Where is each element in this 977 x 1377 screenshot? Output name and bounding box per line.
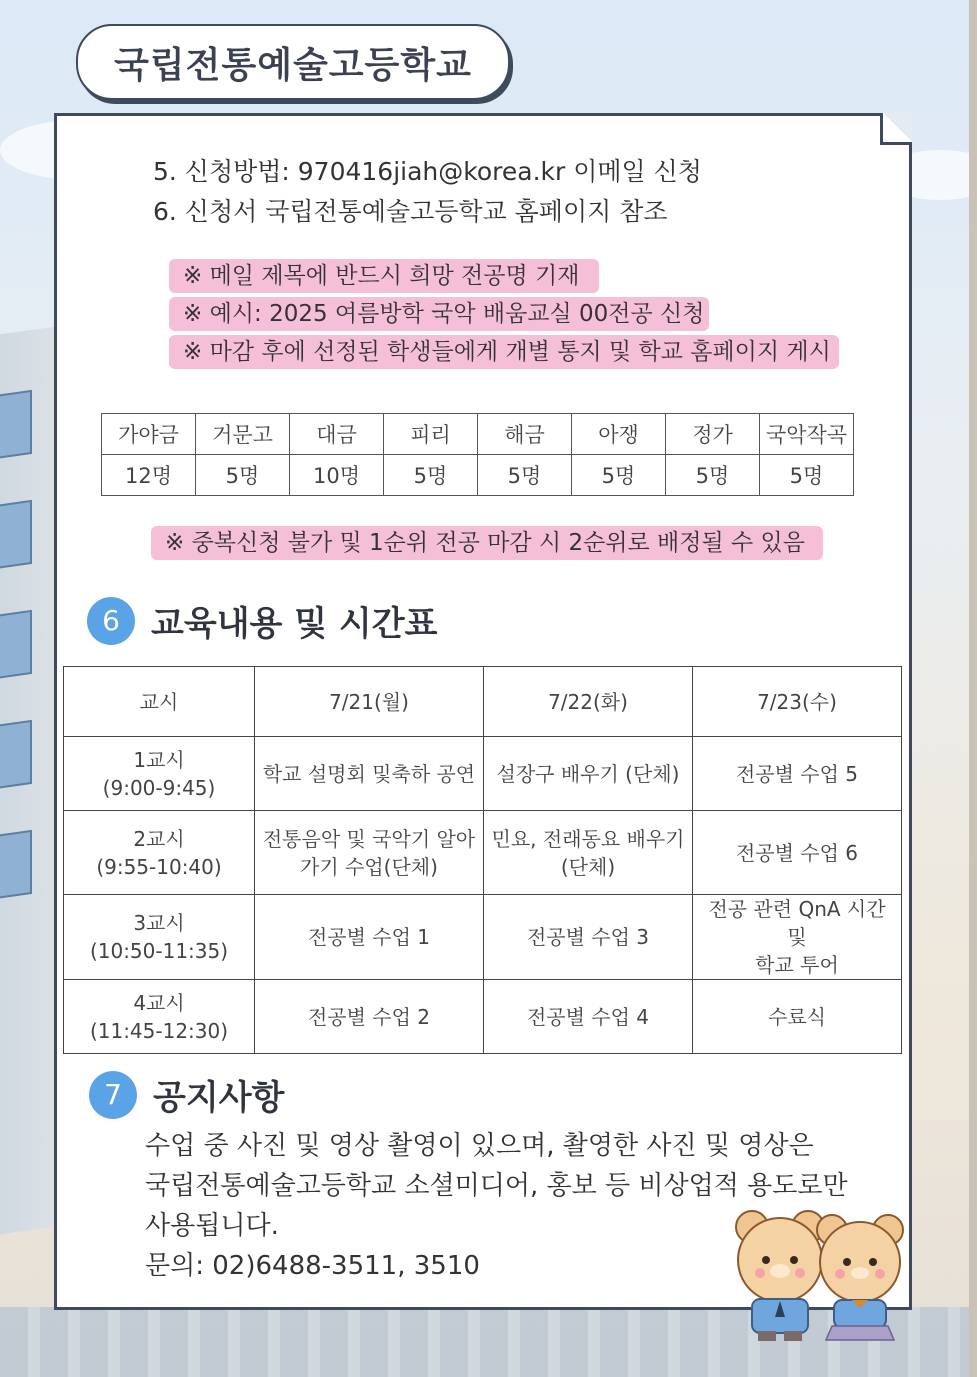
note-highlight: ※ 마감 후에 선정된 학생들에게 개별 통지 및 학교 홈페이지 게시 bbox=[169, 335, 839, 369]
period-cell: 2교시 (9:55-10:40) bbox=[64, 811, 255, 895]
quota-major: 대금 bbox=[290, 414, 384, 455]
notice-line: 사용됩니다. bbox=[145, 1211, 279, 1241]
contact-info: 문의: 02)6488-3511, 3510 bbox=[145, 1251, 480, 1281]
schedule-cell: 학교 설명회 및축하 공연 bbox=[255, 737, 484, 811]
note-highlight: ※ 예시: 2025 여름방학 국악 배움교실 00전공 신청 bbox=[169, 297, 709, 331]
quota-major-row bbox=[102, 414, 854, 455]
schedule-cell: 수료식 bbox=[693, 980, 902, 1054]
quota-count: 5명 bbox=[478, 455, 572, 496]
duplicate-note: ※ 중복신청 불가 및 1순위 전공 마감 시 2순위로 배정될 수 있음 bbox=[151, 526, 823, 560]
quota-table bbox=[101, 413, 854, 496]
quota-count: 5명 bbox=[196, 455, 290, 496]
section-title: 공지사항 bbox=[153, 1078, 285, 1118]
quota-major: 피리 bbox=[384, 414, 478, 455]
schedule-cell: 전공별 수업 4 bbox=[484, 980, 693, 1054]
info-card bbox=[54, 113, 912, 1310]
note-highlight: ※ 메일 제목에 반드시 희망 전공명 기재 bbox=[169, 259, 599, 293]
schedule-cell: 전공별 수업 3 bbox=[484, 895, 693, 980]
schedule-row bbox=[64, 811, 902, 895]
period-cell: 3교시 (10:50-11:35) bbox=[64, 895, 255, 980]
quota-count: 5명 bbox=[666, 455, 760, 496]
quota-major: 국악작곡 bbox=[760, 414, 854, 455]
schedule-cell: 전통음악 및 국악기 알아 가기 수업(단체) bbox=[255, 811, 484, 895]
schedule-cell: 전공별 수업 1 bbox=[255, 895, 484, 980]
schedule-row bbox=[64, 737, 902, 811]
schedule-cell: 민요, 전래동요 배우기 (단체) bbox=[484, 811, 693, 895]
schedule-cell: 전공 관련 QnA 시간 및 학교 투어 bbox=[693, 895, 902, 980]
period-cell: 1교시 (9:00-9:45) bbox=[64, 737, 255, 811]
quota-count: 10명 bbox=[290, 455, 384, 496]
quota-count: 5명 bbox=[572, 455, 666, 496]
schedule-cell: 전공별 수업 6 bbox=[693, 811, 902, 895]
schedule-header: 7/23(수) bbox=[693, 667, 902, 737]
schedule-row bbox=[64, 895, 902, 980]
notice-line: 국립전통예술고등학교 소셜미디어, 홍보 등 비상업적 용도로만 bbox=[145, 1171, 848, 1201]
section-number-badge: 7 bbox=[89, 1071, 137, 1119]
quota-major: 아쟁 bbox=[572, 414, 666, 455]
notice-line: 수업 중 사진 및 영상 촬영이 있으며, 촬영한 사진 및 영상은 bbox=[145, 1131, 814, 1161]
quota-count: 12명 bbox=[102, 455, 196, 496]
school-name-badge: 국립전통예술고등학교 bbox=[76, 24, 510, 100]
quota-count-row bbox=[102, 455, 854, 496]
schedule-header-row bbox=[64, 667, 902, 737]
section-number-badge: 6 bbox=[87, 597, 135, 645]
quota-major: 가야금 bbox=[102, 414, 196, 455]
page-edge bbox=[969, 0, 977, 1377]
apply-form: 6. 신청서 국립전통예술고등학교 홈페이지 참조 bbox=[153, 197, 668, 226]
schedule-cell: 설장구 배우기 (단체) bbox=[484, 737, 693, 811]
quota-count: 5명 bbox=[760, 455, 854, 496]
quota-major: 거문고 bbox=[196, 414, 290, 455]
apply-method: 5. 신청방법: 970416jiah@korea.kr 이메일 신청 bbox=[153, 157, 702, 186]
bear-mascot-girl-icon bbox=[812, 1208, 908, 1344]
quota-major: 정가 bbox=[666, 414, 760, 455]
schedule-cell: 전공별 수업 2 bbox=[255, 980, 484, 1054]
schedule-row bbox=[64, 980, 902, 1054]
quota-major: 해금 bbox=[478, 414, 572, 455]
quota-count: 5명 bbox=[384, 455, 478, 496]
schedule-header: 교시 bbox=[64, 667, 255, 737]
section-title: 교육내용 및 시간표 bbox=[151, 604, 438, 644]
period-cell: 4교시 (11:45-12:30) bbox=[64, 980, 255, 1054]
schedule-table bbox=[63, 666, 902, 1054]
section-7-heading bbox=[89, 1070, 284, 1119]
schedule-cell: 전공별 수업 5 bbox=[693, 737, 902, 811]
schedule-header: 7/22(화) bbox=[484, 667, 693, 737]
schedule-header: 7/21(월) bbox=[255, 667, 484, 737]
section-6-heading bbox=[87, 596, 437, 645]
page-fold-corner bbox=[880, 113, 912, 145]
